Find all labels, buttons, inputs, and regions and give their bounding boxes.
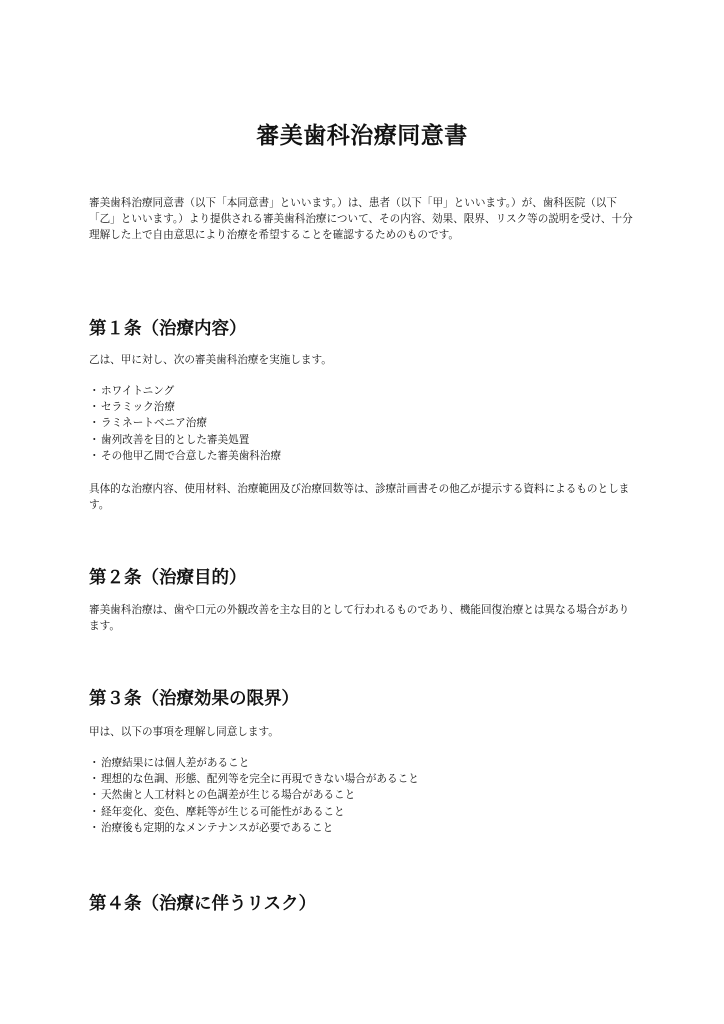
article-3-heading: 第３条（治療効果の限界） — [89, 689, 299, 709]
article-4-heading: 第４条（治療に伴うリスク） — [89, 894, 317, 914]
list-item: ・治療後も定期的なメンテナンスが必要であること — [89, 820, 637, 836]
bullet-mark: ・ — [89, 773, 100, 786]
bullet-mark: ・ — [89, 821, 100, 834]
list-item: ・ラミネートベニア治療 — [89, 415, 637, 431]
article-1-lead: 乙は、甲に対し、次の審美歯科治療を実施します。 — [89, 354, 332, 366]
list-item: ・理想的な色調、形態、配列等を完全に再現できない場合があること — [89, 771, 637, 787]
list-item: ・歯列改善を目的とした審美処置 — [89, 432, 637, 448]
document-title: 審美歯科治療同意書 — [256, 123, 468, 149]
article-3-list — [89, 755, 637, 836]
list-item: ・その他甲乙間で合意した審美歯科治療 — [89, 448, 637, 464]
intro-paragraph: 審美歯科治療同意書（以下「本同意書」といいます。）は、患者（以下「甲」といいます。）が、歯科医院（以下「乙」といいます。）より提供される審美歯科治療について、その内容、効果、限界、リスク等の説明を受け、十分理解した上で自由意思により治療を希望することを確認するためのものです。 — [89, 197, 633, 242]
list-item: ・ホワイトニング — [89, 383, 637, 399]
article-1-note: 具体的な治療内容、使用材料、治療範囲及び治療回数等は、診療計画書その他乙が提示する資料によるものとします。 — [89, 483, 630, 512]
bullet-mark: ・ — [89, 433, 100, 446]
list-item: ・セラミック治療 — [89, 399, 637, 415]
list-item: ・天然歯と人工材料との色調差が生じる場合があること — [89, 787, 637, 803]
article-1-list — [89, 383, 637, 464]
article-2-body: 審美歯科治療は、歯や口元の外観改善を主な目的として行われるものであり、機能回復治療とは異なる場合があります。 — [89, 604, 630, 633]
article-1-heading: 第１条（治療内容） — [89, 319, 247, 339]
bullet-mark: ・ — [89, 385, 100, 397]
bullet-mark: ・ — [89, 805, 100, 818]
article-3-lead: 甲は、以下の事項を理解し同意します。 — [89, 726, 279, 738]
list-item: ・治療結果には個人差があること — [89, 755, 637, 771]
bullet-mark: ・ — [89, 449, 100, 462]
bullet-mark: ・ — [89, 417, 100, 430]
bullet-mark: ・ — [89, 757, 100, 769]
bullet-mark: ・ — [89, 789, 100, 802]
bullet-mark: ・ — [89, 401, 100, 414]
article-2-heading: 第２条（治療目的） — [89, 568, 247, 588]
list-item: ・経年変化、変色、摩耗等が生じる可能性があること — [89, 804, 637, 820]
